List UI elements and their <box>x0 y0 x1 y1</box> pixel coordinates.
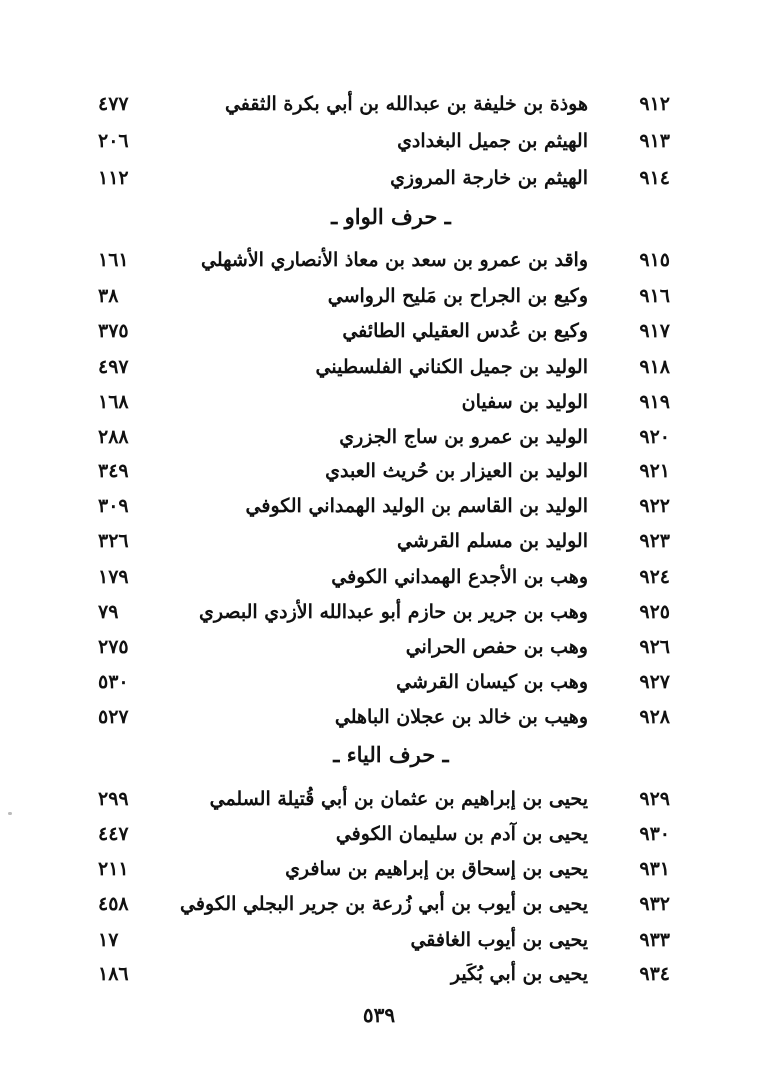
entry-number: ٩١٩ <box>639 391 670 413</box>
section-heading-ya <box>0 738 758 772</box>
entry-page: ٧٩ <box>98 601 119 623</box>
index-entry <box>0 701 758 733</box>
entry-name: الهيثم بن خارجة المروزي <box>390 167 588 189</box>
entry-name: الوليد بن سفيان <box>461 391 588 413</box>
entry-name: يحيى بن إبراهيم بن عثمان بن أبي قُتيلة السلمي <box>209 788 588 810</box>
entry-name: واقد بن عمرو بن سعد بن معاذ الأنصاري الأشهلي <box>201 249 588 271</box>
entry-name: وهب بن جرير بن حازم أبو عبدالله الأزدي البصري <box>199 601 588 623</box>
entry-page: ٤٤٧ <box>98 823 129 845</box>
entry-page: ١٨٦ <box>98 963 129 985</box>
entry-page: ٤٥٨ <box>98 893 129 915</box>
index-entry <box>0 421 758 453</box>
entry-page: ٢٧٥ <box>98 636 129 658</box>
scan-speck <box>8 812 12 815</box>
entry-page: ١٦٨ <box>98 391 129 413</box>
section-heading-waw <box>0 200 758 234</box>
index-entry <box>0 162 758 194</box>
entry-page: ٣٧٥ <box>98 320 129 342</box>
index-entry <box>0 244 758 276</box>
entry-number: ٩١٤ <box>639 167 670 189</box>
entry-page: ٣٠٩ <box>98 495 129 517</box>
entry-name: الوليد بن عمرو بن ساج الجزري <box>339 426 588 448</box>
entry-name: يحيى بن إسحاق بن إبراهيم بن سافري <box>285 858 588 880</box>
entry-page: ٤٧٧ <box>98 93 129 115</box>
index-entry <box>0 596 758 628</box>
entry-page: ٣٤٩ <box>98 460 129 482</box>
page-number: ٥٣٩ <box>362 1003 396 1027</box>
entry-page: ٢٠٦ <box>98 130 129 152</box>
index-entry <box>0 280 758 312</box>
entry-number: ٩٢٩ <box>639 788 670 810</box>
index-entry <box>0 561 758 593</box>
entry-number: ٩٢٢ <box>639 495 670 517</box>
section-heading-text: ـ حرف الياء ـ <box>333 742 449 767</box>
entry-page: ٤٩٧ <box>98 356 129 378</box>
entry-page: ٢٩٩ <box>98 788 129 810</box>
entry-page: ٣٢٦ <box>98 530 129 552</box>
index-entry <box>0 351 758 383</box>
entry-number: ٩٣٢ <box>639 893 670 915</box>
entry-name: الهيثم بن جميل البغدادي <box>397 130 588 152</box>
entry-name: يحيى بن أبي بُكَير <box>450 963 588 985</box>
entry-number: ٩٣٣ <box>639 929 670 951</box>
entry-number: ٩٢٥ <box>639 601 670 623</box>
index-entry <box>0 958 758 990</box>
entry-number: ٩٢١ <box>639 460 670 482</box>
index-entry <box>0 631 758 663</box>
entry-page: ١٧ <box>98 929 119 951</box>
entry-name: وهب بن كيسان القرشي <box>396 671 588 693</box>
entry-page: ٥٣٠ <box>98 671 129 693</box>
entry-number: ٩٢٦ <box>639 636 670 658</box>
entry-number: ٩١٥ <box>639 249 670 271</box>
index-entry <box>0 666 758 698</box>
index-entry <box>0 490 758 522</box>
entry-number: ٩١٦ <box>639 285 670 307</box>
entry-name: وكيع بن عُدس العقيلي الطائفي <box>342 320 588 342</box>
entry-name: يحيى بن أيوب بن أبي زُرعة بن جرير البجلي الكوفي <box>180 893 588 915</box>
entry-page: ١٦١ <box>98 249 129 271</box>
entry-name: وهيب بن خالد بن عجلان الباهلي <box>334 706 588 728</box>
entry-number: ٩٣٤ <box>639 963 670 985</box>
entry-name: الوليد بن جميل الكناني الفلسطيني <box>315 356 588 378</box>
entry-page: ٢١١ <box>98 858 129 880</box>
entry-number: ٩٢٣ <box>639 530 670 552</box>
entry-number: ٩٢٠ <box>639 426 670 448</box>
index-entry <box>0 315 758 347</box>
entry-number: ٩٢٧ <box>639 671 670 693</box>
entry-number: ٩٢٤ <box>639 566 670 588</box>
index-entry <box>0 125 758 157</box>
entry-number: ٩١٧ <box>639 320 670 342</box>
entry-name: وهب بن الأجدع الهمداني الكوفي <box>331 566 588 588</box>
entry-number: ٩٣١ <box>639 858 670 880</box>
entry-page: ٥٢٧ <box>98 706 129 728</box>
entry-name: هوذة بن خليفة بن عبدالله بن أبي بكرة الثقفي <box>224 93 588 115</box>
entry-page: ١٧٩ <box>98 566 129 588</box>
entry-page: ١١٢ <box>98 167 129 189</box>
entry-name: الوليد بن القاسم بن الوليد الهمداني الكوفي <box>245 495 588 517</box>
index-entry <box>0 924 758 956</box>
index-entry <box>0 88 758 120</box>
section-heading-text: ـ حرف الواو ـ <box>331 204 451 229</box>
entry-number: ٩١٣ <box>639 130 670 152</box>
index-entry <box>0 818 758 850</box>
entry-page: ٣٨ <box>98 285 119 307</box>
index-entry <box>0 783 758 815</box>
entry-page: ٢٨٨ <box>98 426 129 448</box>
entry-name: يحيى بن أيوب الغافقي <box>410 929 588 951</box>
entry-number: ٩١٢ <box>639 93 670 115</box>
entry-name: وهب بن حفص الحراني <box>405 636 588 658</box>
entry-name: الوليد بن العيزار بن حُريث العبدي <box>325 460 588 482</box>
entry-number: ٩٢٨ <box>639 706 670 728</box>
index-entry <box>0 853 758 885</box>
index-entry <box>0 525 758 557</box>
entry-name: يحيى بن آدم بن سليمان الكوفي <box>335 823 588 845</box>
index-entry <box>0 888 758 920</box>
entry-number: ٩٣٠ <box>639 823 670 845</box>
entry-number: ٩١٨ <box>639 356 670 378</box>
index-entry <box>0 386 758 418</box>
entry-name: الوليد بن مسلم القرشي <box>397 530 588 552</box>
entry-name: وكيع بن الجراح بن مَليح الرواسي <box>327 285 588 307</box>
index-entry <box>0 455 758 487</box>
